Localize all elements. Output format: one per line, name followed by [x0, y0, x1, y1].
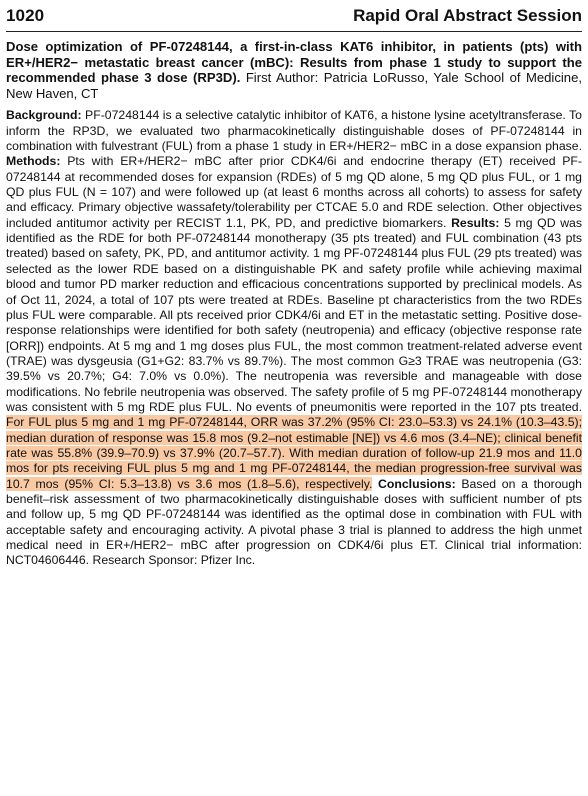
background-label: Background:: [6, 108, 82, 123]
page-header: [6, 0, 582, 32]
session-title: Rapid Oral Abstract Session: [353, 6, 582, 25]
abstract-number: 1020: [6, 6, 45, 25]
results-text: 5 mg QD was identified as the RDE for both PF-07248144 monotherapy (35 pts treated) and FUL combination (43 pts treated) based on safety, PK, PD, and antitumor activity. 1 mg PF-07248144 plus FUL (29 pts treated) was selected as the lower RDE based on a distinguishable PK and safety profile while achieving maximal blood and tumor PD marker reduction and efficacious concentrations supported by preclinical models. As of Oct 11, 2024, a total of 107 pts were treated at RDEs. Baseline pt characteristics from the two RDEs plus FUL were comparable. All pts received prior CDK4/6i and ET in the metastatic setting. Positive dose-response relationships were identified for both safety (neutropenia) and efficacy (objective response rate [ORR]) endpoints. At 5 mg and 1 mg doses plus FUL, the most common treatment-related adverse event (TRAE) was dysgeusia (G1+G2: 83.7% vs 89.7%). The most common G≥3 TRAE was neutropenia (G3: 39.5% vs 20.7%; G4: 7.0% vs 0.0%). The neutropenia was reversible and manageable with dose modifications. No febrile neutropenia was observed. The safety profile of 5 mg PF-07248144 monotherapy was consistent with 5 mg RDE plus FUL. No events of pneumonitis were reported in the 107 pts treated.: [6, 215, 582, 414]
highlighted-results: For FUL plus 5 mg and 1 mg PF-07248144, ORR was 37.2% (95% CI: 23.0–53.3) vs 24.1% (10.3–43.5); median duration of response was 15.8 mos (9.2–not estimable [NE]) vs 4.6 mos (3.4–NE); clinical benefit rate was 55.8% (39.9–70.9) vs 37.9% (20.7–57.7). With median duration of follow-up 21.9 mos and 11.0 mos for pts receiving FUL plus 5 mg and 1 mg PF-07248144, the median progression-free survival was 10.7 mos (95% CI: 5.3–13.8) vs 3.6 mos (1.8–5.6), respectively.: [6, 415, 582, 491]
abstract-title: Dose optimization of PF-07248144, a first-in-class KAT6 inhibitor, in patients (pts) with ER+/HER2− metastatic breast cancer (mBC): Results from phase 1 study to support the recommended phase 3 dose (RP3D).: [6, 39, 582, 86]
first-author: First Author: Patricia LoRusso, Yale School of Medicine, New Haven, CT: [6, 70, 582, 101]
results-label: Results:: [451, 215, 500, 230]
conclusions-label: Conclusions:: [372, 476, 456, 491]
conclusions-text: Based on a thorough benefit–risk assessment of two pharmacokinetically distinguishable doses with sufficient number of pts and follow up, 5 mg QD PF-07248144 was identified as the optimal dose in combination with FUL with acceptable safety and encouraging activity. A pivotal phase 3 trial is planned to address the high unmet medical need in ER+/HER2− mBC after progression on CDK4/6i plus ET. Clinical trial information: NCT04606446. Research Sponsor: Pfizer Inc.: [6, 476, 582, 568]
methods-label: Methods:: [6, 154, 61, 169]
title-block: [6, 39, 582, 101]
abstract-body: [6, 108, 582, 568]
methods-text: Pts with ER+/HER2− mBC after prior CDK4/6i and endocrine therapy (ET) received PF-07248144 at recommended doses for expansion (RDEs) of 5 mg QD alone, 5 mg QD plus FUL, or 1 mg QD plus FUL (N = 107) and were followed up (at least 6 months across all cohorts) to assess for safety and efficacy. Primary objective wassafety/tolerability per CTCAE 5.0 and RDE selection. Other objectives included antitumor activity per RECIST 1.1, PK, PD, and predictive biomarkers.: [6, 154, 582, 230]
background-text: PF-07248144 is a selective catalytic inhibitor of KAT6, a histone lysine acetyltransferase. To inform the RP3D, we evaluated two pharmacokinetically distinguishable doses of PF-07248144 in combination with fulvestrant (FUL) from a phase 1 study in ER+/HER2− mBC in a dose expansion phase.: [6, 108, 582, 154]
